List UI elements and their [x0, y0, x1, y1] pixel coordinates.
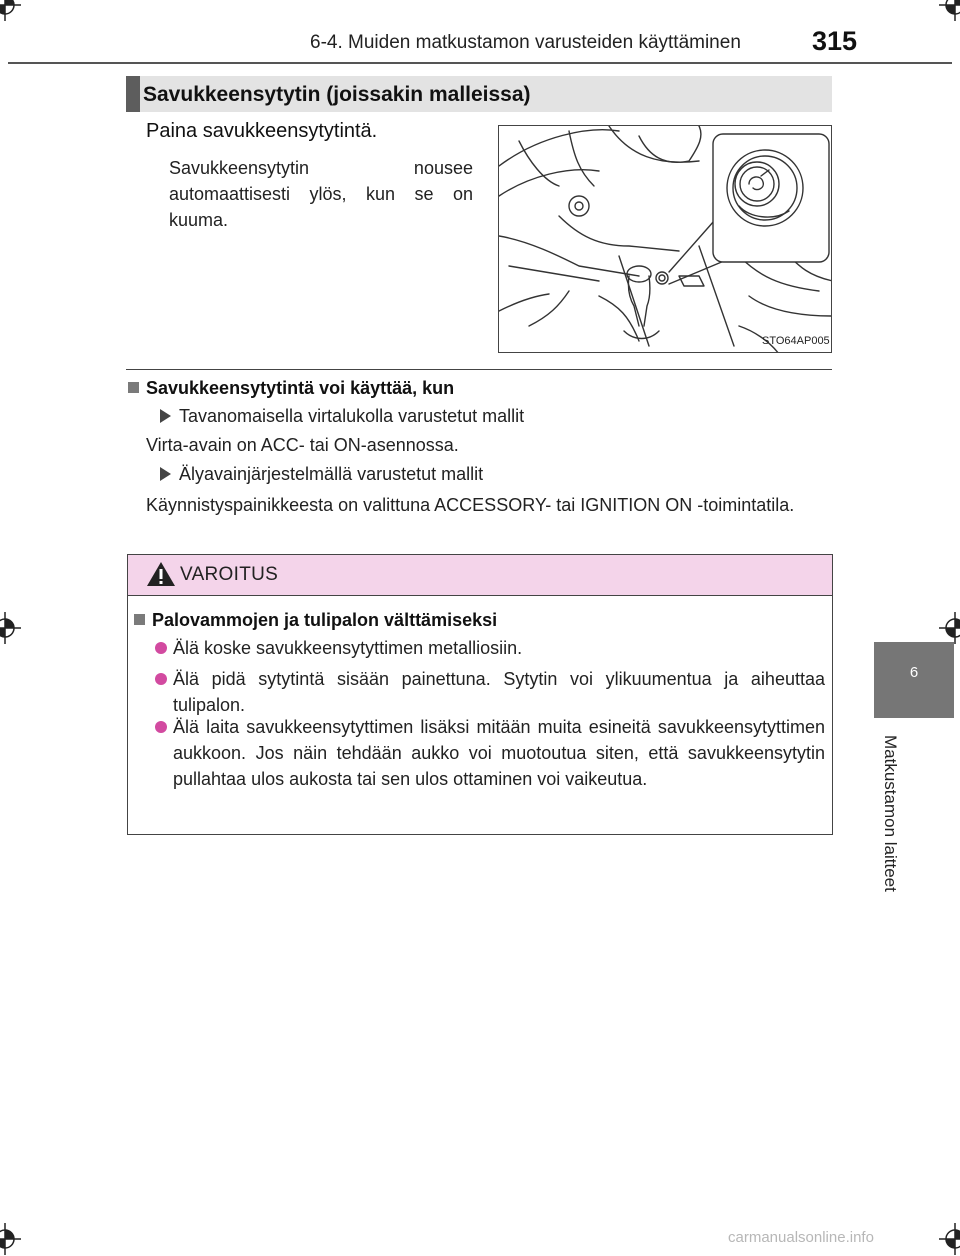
warning-item: Älä pidä sytytintä sisään painettuna. Sytytin voi ylikuumentua ja aiheuttaa tulipalon.: [155, 666, 825, 718]
section-divider: [126, 369, 832, 370]
page-number: 315: [812, 26, 858, 56]
registration-mark-icon: [938, 611, 960, 645]
header-divider: [8, 62, 952, 64]
triangle-bullet-icon: [160, 409, 171, 423]
warning-subheading: Palovammojen ja tulipalon välttämiseksi: [134, 610, 497, 631]
registration-mark-icon: [938, 0, 960, 22]
chapter-tab-number: 6: [909, 664, 919, 681]
registration-mark-icon: [0, 0, 22, 22]
registration-mark-icon: [0, 611, 22, 645]
warning-item: Älä koske savukkeensytyttimen metalliosiin.: [155, 635, 825, 661]
dashboard-illustration: [498, 125, 832, 353]
warning-triangle-icon: [145, 560, 177, 588]
cigarette-lighter-illustration-icon: [499, 126, 832, 353]
square-bullet-icon: [134, 614, 145, 625]
usage-item-text: Virta-avain on ACC- tai ON-asennossa.: [146, 435, 459, 455]
usage-item-label: Tavanomaisella virtalukolla varustetut mallit: [160, 406, 524, 427]
step-result: Savukkeensytytin nousee automaattisesti ylös, kun se on kuuma.: [169, 158, 473, 230]
section-title: Savukkeensytytin (joissakin malleissa): [143, 83, 531, 106]
warning-label: VAROITUS: [180, 564, 279, 585]
chapter-tab-label: Matkustamon laitteet: [881, 735, 900, 892]
usage-item-label: Älyavainjärjestelmällä varustetut mallit: [160, 464, 483, 485]
watermark: carmanualsonline.info: [728, 1229, 874, 1246]
triangle-bullet-icon: [160, 467, 171, 481]
usage-item-text: Käynnistyspainikkeesta on valittuna ACCESSORY- tai IGNITION ON -toimintatila.: [146, 495, 795, 515]
dot-bullet-icon: [155, 642, 167, 654]
chapter-title: 6-4. Muiden matkustamon varusteiden käyttäminen: [310, 32, 741, 53]
registration-mark-icon: [0, 1222, 22, 1256]
dot-bullet-icon: [155, 721, 167, 733]
step-instruction: Paina savukkeensytytintä.: [146, 120, 378, 142]
warning-item: Älä laita savukkeensytyttimen lisäksi mitään muita esineitä savukkeensytyttimen aukkoon. Jos näin tehdään aukko voi muotoutua siten, että savukkeensytytin pullahtaa ulos aukosta tai sen ulos ottaminen voi vaikeutua.: [155, 714, 825, 792]
square-bullet-icon: [128, 382, 139, 393]
usage-note-heading: Savukkeensytytintä voi käyttää, kun: [128, 378, 454, 399]
dot-bullet-icon: [155, 673, 167, 685]
registration-mark-icon: [938, 1222, 960, 1256]
figure-code: STO64AP005: [762, 335, 830, 347]
